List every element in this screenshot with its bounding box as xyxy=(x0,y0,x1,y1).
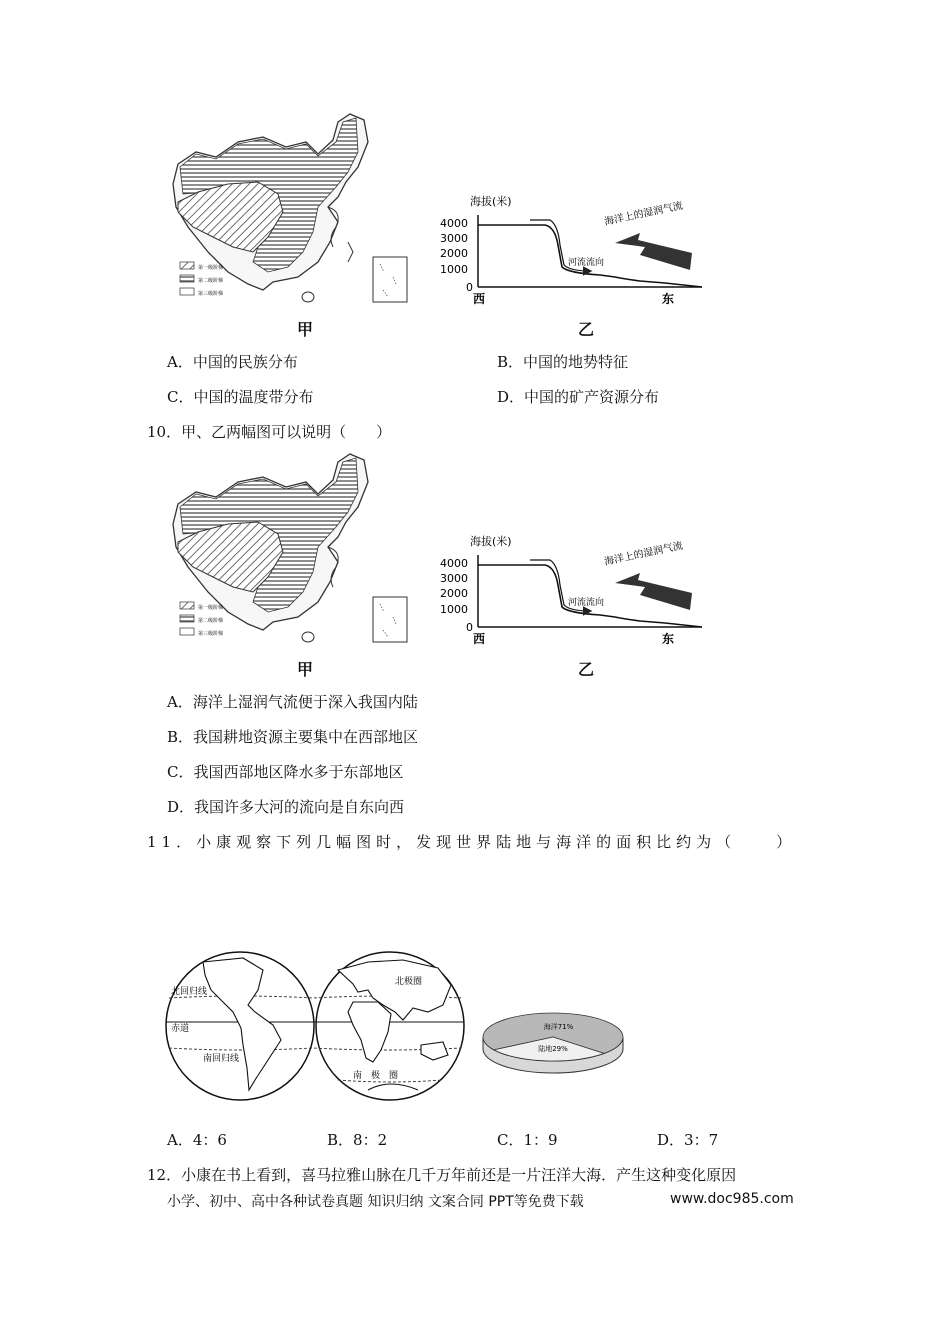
q11-hemispheres xyxy=(163,950,468,1102)
east-label: 东 xyxy=(662,292,675,306)
ytick-4000: 4000 xyxy=(440,217,468,230)
ytick-4000: 4000 xyxy=(440,557,468,570)
q9-map-jia xyxy=(168,112,418,312)
pie-label-1: 陆地29% xyxy=(538,1044,568,1053)
q10-option-b[interactable]: B．我国耕地资源主要集中在西部地区 xyxy=(167,728,419,746)
q11-option-c[interactable]: C．1：9 xyxy=(497,1131,558,1149)
q9-option-c[interactable]: C．中国的温度带分布 xyxy=(167,388,314,406)
west-label: 西 xyxy=(473,632,486,646)
legend-step3: 第三级阶梯 xyxy=(198,291,224,297)
q10-stem: 10．甲、乙两幅图可以说明（ ） xyxy=(147,423,392,441)
q11-option-d[interactable]: D．3：7 xyxy=(657,1131,719,1149)
ytick-2000: 2000 xyxy=(440,587,468,600)
q10-caption-yi: 乙 xyxy=(578,660,595,679)
q10-option-d[interactable]: D．我国许多大河的流向是自东向西 xyxy=(167,798,405,816)
label-arctic-circle: 北极圈 xyxy=(395,977,423,987)
legend-step1: 第一级阶梯 xyxy=(198,265,224,271)
label-tropic-cancer: 北回归线 xyxy=(171,987,208,997)
legend-step3: 第三级阶梯 xyxy=(198,631,224,637)
west-label: 西 xyxy=(473,292,486,306)
footer-text: 小学、初中、高中各种试卷真题 知识归纳 文案合同 PPT等免费下载 xyxy=(167,1194,584,1210)
ytick-2000: 2000 xyxy=(440,247,468,260)
label-equator: 赤道 xyxy=(171,1024,190,1034)
label-tropic-capricorn: 南回归线 xyxy=(203,1054,240,1064)
q9-option-b[interactable]: B．中国的地势特征 xyxy=(497,353,629,371)
ytick-1000: 1000 xyxy=(440,263,468,276)
ytick-0: 0 xyxy=(466,621,473,634)
label-antarctic-circle: 南 极 圈 xyxy=(353,1071,399,1081)
river-label: 河流流向 xyxy=(568,258,605,268)
legend-step2: 第二级阶梯 xyxy=(198,618,224,624)
airflow-arrow xyxy=(615,573,692,610)
q9-option-a[interactable]: A．中国的民族分布 xyxy=(167,353,298,371)
profile-ylabel: 海拔(米) xyxy=(470,195,512,208)
profile-ylabel: 海拔(米) xyxy=(470,535,512,548)
q11-stem: 11．小康观察下列几幅图时，发现世界陆地与海洋的面积比约为（ ） xyxy=(147,833,797,851)
q10-map-jia xyxy=(168,452,418,652)
ytick-0: 0 xyxy=(466,281,473,294)
ytick-3000: 3000 xyxy=(440,572,468,585)
footer-url[interactable]: www.doc985.com xyxy=(670,1191,794,1207)
q9-caption-jia: 甲 xyxy=(297,320,314,339)
q12-stem: 12．小康在书上看到，喜马拉雅山脉在几千万年前还是一片汪洋大海．产生这种变化原因 xyxy=(147,1166,737,1184)
airflow-arrow xyxy=(615,233,692,270)
river-label: 河流流向 xyxy=(568,598,605,608)
q10-option-c[interactable]: C．我国西部地区降水多于东部地区 xyxy=(167,763,404,781)
pie-label-0: 海洋71% xyxy=(543,1023,574,1032)
east-label: 东 xyxy=(662,632,675,646)
q10-profile-yi xyxy=(440,535,710,650)
airflow-label: 海洋上的湿润气流 xyxy=(603,200,684,228)
q11-option-b[interactable]: B．8：2 xyxy=(327,1131,388,1149)
q9-profile-yi xyxy=(440,195,710,310)
q9-option-d[interactable]: D．中国的矿产资源分布 xyxy=(497,388,660,406)
q11-option-a[interactable]: A．4：6 xyxy=(167,1131,227,1149)
airflow-label: 海洋上的湿润气流 xyxy=(603,540,684,568)
ytick-1000: 1000 xyxy=(440,603,468,616)
q10-option-a[interactable]: A．海洋上湿润气流便于深入我国内陆 xyxy=(167,693,418,711)
legend-step1: 第一级阶梯 xyxy=(198,605,224,611)
q9-caption-yi: 乙 xyxy=(578,320,595,339)
q10-caption-jia: 甲 xyxy=(297,660,314,679)
ytick-3000: 3000 xyxy=(440,232,468,245)
q11-pie-chart xyxy=(478,1005,628,1085)
legend-step2: 第二级阶梯 xyxy=(198,278,224,284)
